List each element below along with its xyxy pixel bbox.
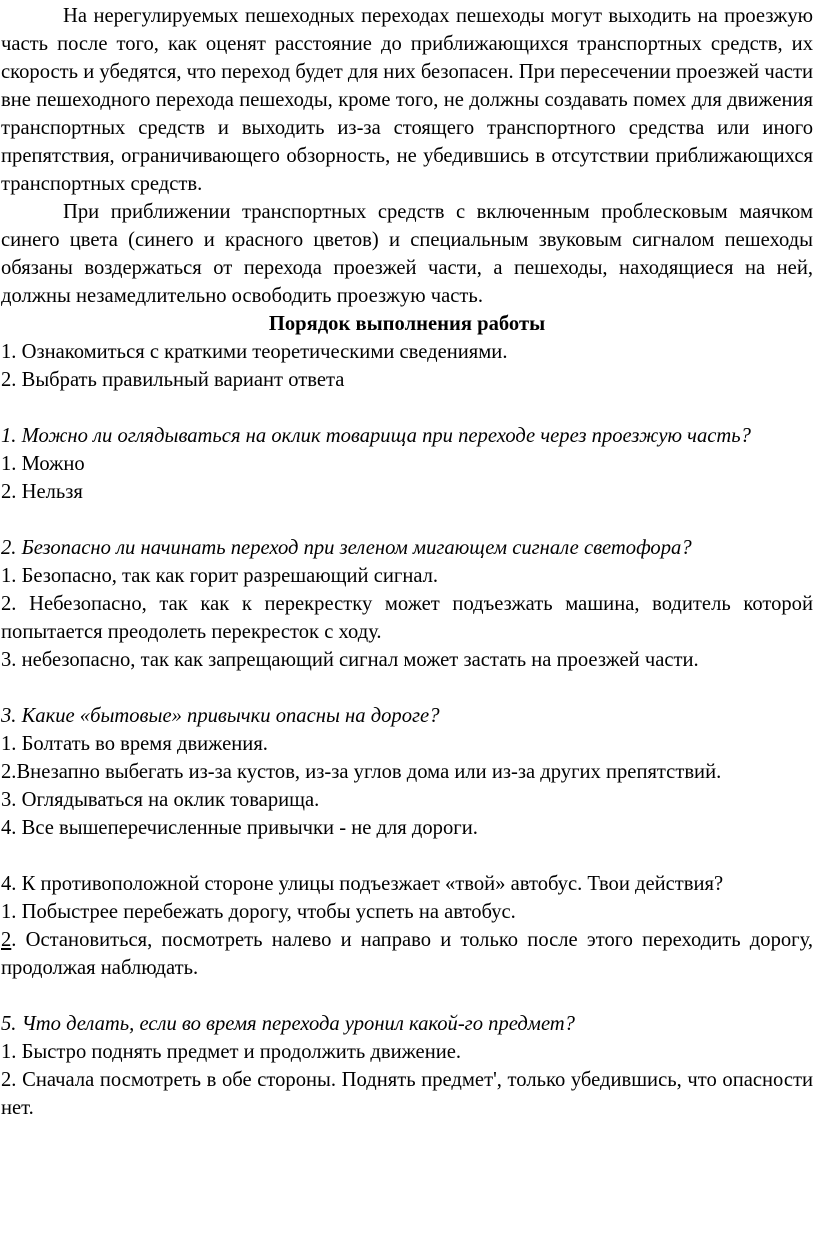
spacer [1,982,813,1010]
intro-paragraph-2: При приближении транспортных средств с включенным проблесковым маячком синего цвета (синего и красного цветов) и специальным звуковым сигналом пешеходы обязаны воздержаться от перехода проезжей части, а пешеходы, находящиеся на ней, должны незамедлительно освободить проезжую часть. [1,201,813,307]
spacer [1,394,813,422]
procedure-step: 1. Ознакомиться с краткими теоретическими сведениями. [1,341,508,363]
answer-option: 2. Сначала посмотреть в обе стороны. Поднять предмет', только убедившись, что опасности нет. [1,1069,813,1119]
question-3: 3. Какие «бытовые» привычки опасны на дороге? [1,705,440,727]
procedure-step: 2. Выбрать правильный вариант ответа [1,369,345,391]
intro-paragraph-1: На нерегулируемых пешеходных переходах пешеходы могут выходить на проезжую часть после того, как оценят расстояние до приближающихся транспортных средств, их скорость и убедятся, что переход будет для них безопасен. При пересечении проезжей части вне пешеходного перехода пешеходы, кроме того, не должны создавать помех для движения транспортных средств и выходить из-за стоящего транспортного средства или иного препятствия, ограничивающего обзорность, не убедившись в отсутствии приближающихся транспортных средств. [1,5,813,195]
answer-option: 1. Безопасно, так как горит разрешающий сигнал. [1,565,439,587]
answer-number-underlined: 2 [1,929,12,951]
answer-option: 2. Нельзя [1,481,83,503]
answer-option: 1. Можно [1,453,85,475]
answer-option: 3. Оглядываться на оклик товарища. [1,789,320,811]
answer-text: . Остановиться, посмотреть налево и направо и только после этого переходить дорогу, продолжая наблюдать. [1,929,813,979]
procedure-heading: Порядок выполнения работы [268,313,546,335]
answer-option: 1. Побыстрее перебежать дорогу, чтобы успеть на автобус. [1,901,516,923]
answer-option [1,926,813,982]
question-2: 2. Безопасно ли начинать переход при зеленом мигающем сигнале светофора? [1,537,692,559]
answer-option: 3. небезопасно, так как запрещающий сигнал может застать на проезжей части. [1,649,699,671]
answer-option: 1. Быстро поднять предмет и продолжить движение. [1,1041,462,1063]
answer-option: 2.Внезапно выбегать из-за кустов, из-за углов дома или из-за других препятствий. [1,761,722,783]
answer-option: 2. Небезопасно, так как к перекрестку может подъезжать машина, водитель которой попытается преодолеть перекресток с ходу. [1,593,813,643]
question-5: 5. Что делать, если во время перехода уронил какой-го предмет? [1,1013,575,1035]
answer-option: 4. Все вышеперечисленные привычки - не для дороги. [1,817,478,839]
spacer [1,674,813,702]
spacer [1,842,813,870]
question-1: 1. Можно ли оглядываться на оклик товарища при переходе через проезжую часть? [1,425,751,447]
question-4: 4. К противоположной стороне улицы подъезжает «твой» автобус. Твои действия? [1,873,724,895]
answer-option: 1. Болтать во время движения. [1,733,268,755]
spacer [1,506,813,534]
